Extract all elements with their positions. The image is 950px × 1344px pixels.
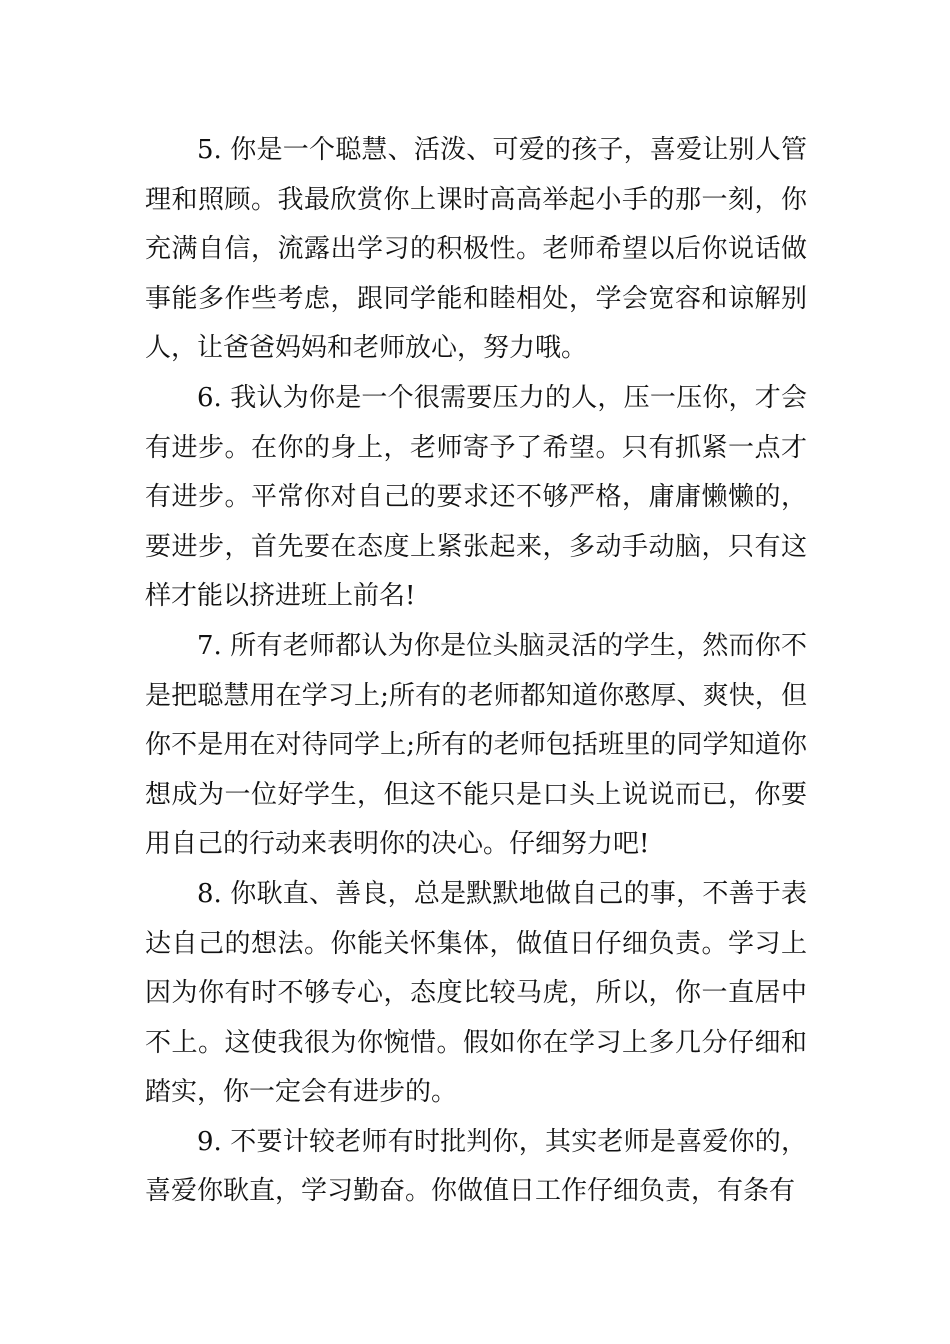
paragraph-5: 5. 你是一个聪慧、活泼、可爱的孩子，喜爱让别人管理和照顾。我最欣赏你上课时高高举起小手的那一刻，你充满自信，流露出学习的积极性。老师希望以后你说话做事能多作些考虑，跟同学能和睦相处，学会宽容和谅解别人，让爸爸妈妈和老师放心，努力哦。 (145, 135, 807, 364)
paragraph-7: 7. 所有老师都认为你是位头脑灵活的学生，然而你不是把聪慧用在学习上;所有的老师都知道你憨厚、爽快，但你不是用在对待同学上;所有的老师包括班里的同学知道你想成为一位好学生，但这不能只是口头上说说而已，你要用自己的行动来表明你的决心。仔细努力吧! (145, 630, 807, 860)
paragraph-9: 9. 不要计较老师有时批判你，其实老师是喜爱你的，喜爱你耿直，学习勤奋。你做值日工作仔细负责，有条有 (145, 1126, 807, 1207)
document-body (145, 126, 807, 1217)
paragraph-6: 6. 我认为你是一个很需要压力的人，压一压你，才会有进步。在你的身上，老师寄予了希望。只有抓紧一点才有进步。平常你对自己的要求还不够严格，庸庸懒懒的，要进步，首先要在态度上紧张起来，多动手动脑，只有这样才能以挤进班上前名! (145, 382, 807, 612)
paragraph-8: 8. 你耿直、善良，总是默默地做自己的事，不善于表达自己的想法。你能关怀集体，做值日仔细负责。学习上因为你有时不够专心，态度比较马虎，所以，你一直居中不上。这使我很为你惋惜。假如你在学习上多几分仔细和踏实，你一定会有进步的。 (145, 878, 807, 1108)
